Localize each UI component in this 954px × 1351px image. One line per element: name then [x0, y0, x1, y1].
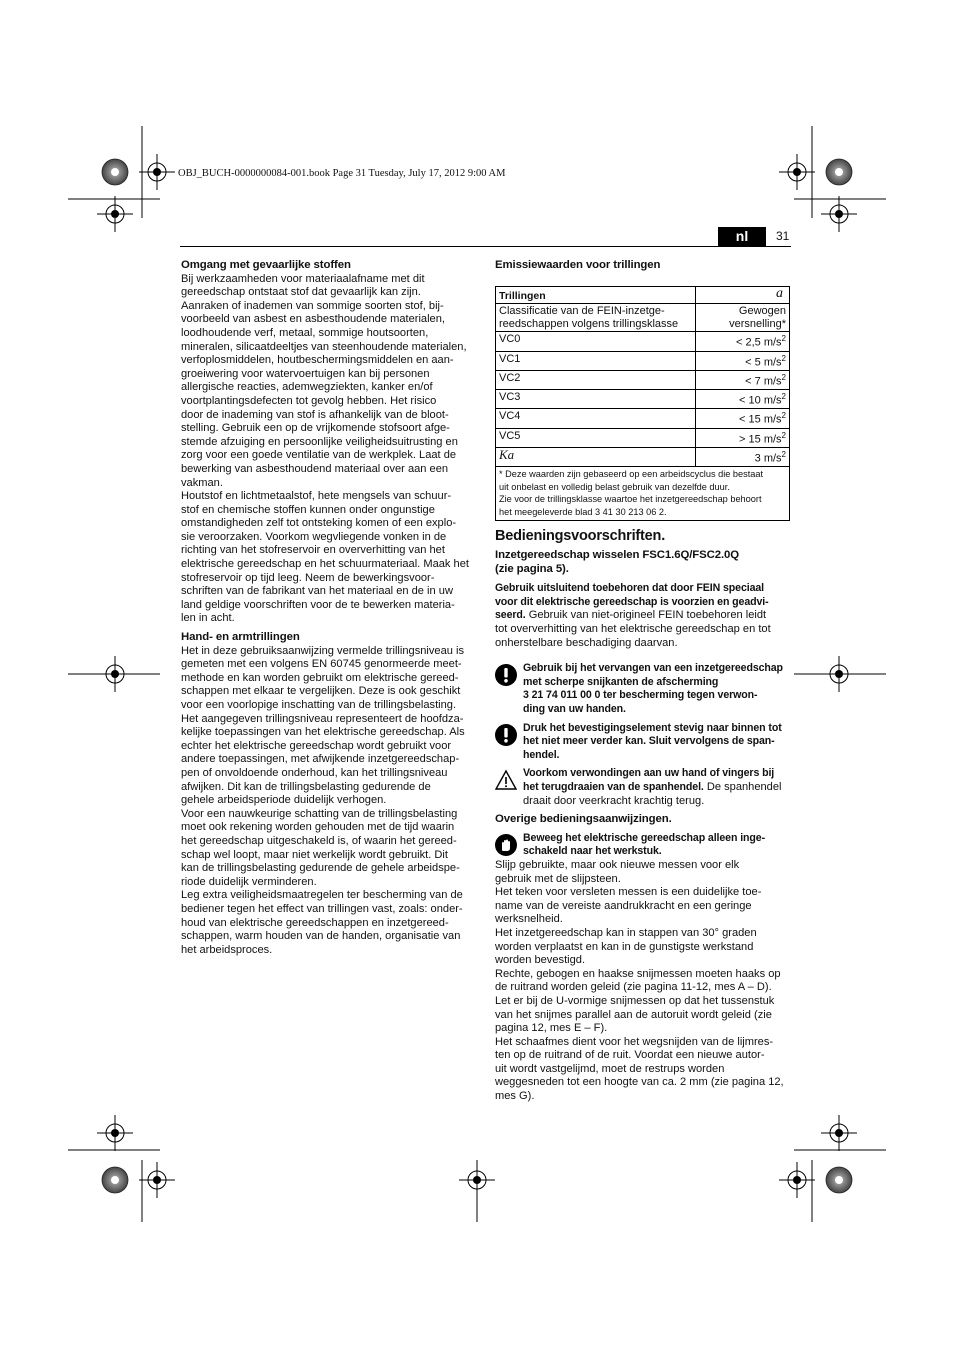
- text-line: mes G).: [495, 1090, 535, 1103]
- table-cell: [696, 447, 790, 466]
- cell-text: reedschappen volgens trillingsklasse: [499, 317, 679, 330]
- text-line: ten op de ruitrand of de ruit. Voordat een nieuwe autor-: [495, 1049, 765, 1062]
- text-line: Let er bij de U-vormige snijmessen op dat het tussenstuk: [495, 994, 775, 1007]
- text-line: Leg extra veiligheidsmaatregelen ter bescherming van de: [181, 889, 463, 902]
- operating-text: [495, 859, 792, 1104]
- table-note: [496, 467, 790, 520]
- text-line: Gebruik bij het vervangen van een inzetgereedschap: [523, 662, 783, 675]
- text-line: sie veroorzaken. Voorkom wegvliegende vonken in de: [181, 530, 447, 543]
- vibration-table: [495, 286, 790, 521]
- text-line: land geldige voorschriften voor de te bewerken materia-: [181, 598, 455, 611]
- text-line: Het aangegeven trillingsniveau representeert de hoofdza-: [181, 712, 464, 725]
- table-row: [496, 390, 790, 409]
- table-header-vibration: Trillingen: [496, 286, 696, 304]
- text-line: schriften van de fabrikant van het materiaal en de in uw: [181, 585, 453, 598]
- text-line: loodhoudende verf, metaal, sommige houtsoorten,: [181, 326, 429, 339]
- text-line: Het in deze gebruiksaanwijzing vermelde trillingsniveau is: [181, 644, 465, 657]
- cell-exp: 2: [781, 353, 786, 363]
- text-line: gereedschap ontstaat stof dat gevaarlijk kan zijn.: [181, 286, 421, 299]
- text-line: bewerking van asbesthoudend materiaal over aan een: [181, 462, 449, 475]
- text-line: omstandigheden zelf tot ontsteking komen of een explo-: [181, 517, 457, 530]
- text-line: kelijke toepassingen van het elektrische gereedschap. Als: [181, 726, 465, 739]
- text-line: stelling. Gebruik een op de vrijkomende stofsoort afge-: [181, 422, 450, 435]
- text-line: worden bevestigd.: [495, 954, 586, 967]
- table-note-row: [496, 467, 790, 520]
- note-line: uit onbelast en volledig belast gebruik van dezelfde duur.: [499, 481, 730, 492]
- table-row: [496, 409, 790, 428]
- left-column: [181, 259, 481, 957]
- text-line: Het teken voor versleten messen is een duidelijke toe-: [495, 886, 762, 899]
- table-row: [496, 332, 790, 351]
- cell-text: versnelling*: [729, 317, 786, 330]
- cell-exp: 2: [781, 411, 786, 421]
- text-line: echter het elektrische gereedschap wordt gebruikt voor: [181, 739, 452, 752]
- section-title-emission: Emissiewaarden voor trillingen: [495, 259, 661, 271]
- text-line: pen of onvoldoende onderhoud, kan het trillingsniveau: [181, 766, 448, 779]
- table-cell: [696, 409, 790, 428]
- table-row: [496, 428, 790, 447]
- exclamation-icon: [495, 724, 517, 746]
- text-line: gehele arbeidsperiode duidelijk verhogen.: [181, 794, 387, 807]
- table-cell: VC2: [496, 370, 696, 389]
- bold-span: seerd.: [495, 609, 526, 622]
- text-line: Gebruik uitsluitend toebehoren dat door FEIN speciaal: [495, 582, 764, 595]
- text-line: moet ook rekening worden gehouden met de tijd waarin: [181, 821, 455, 834]
- text-line: elektrische gereedschap en het schuurmateriaal. Maak het: [181, 558, 469, 571]
- text-line: 3 21 74 011 00 0 ter bescherming tegen verwon-: [523, 689, 758, 702]
- hand-icon: [495, 834, 517, 856]
- text-line: draait door veerkracht krachtig terug.: [523, 794, 705, 807]
- text-span: Gebruik van niet-origineel FEIN toebehoren leidt: [525, 609, 767, 622]
- text-line: het arbeidsproces.: [181, 943, 273, 956]
- fein-accessory-text: [495, 582, 792, 650]
- table-header-a: a: [696, 286, 790, 304]
- cell-text: 3 m/s: [754, 452, 782, 465]
- text-line: worden verplaatst en kan in de gunstigste werkstand: [495, 940, 754, 953]
- table-cell: VC4: [496, 409, 696, 428]
- bold-span: het terugdraaien van de spanhendel.: [523, 781, 704, 793]
- text-line: stof en chemische stoffen kunnen onder ongunstige: [181, 503, 435, 516]
- text-line: kan de trillingsbelasting gedurende de gehele arbeidspe-: [181, 862, 460, 875]
- text-line: gemeten met een volgens EN 60745 genormeerde meet-: [181, 658, 462, 671]
- text-line: Bij werkzaamheden voor materiaalafname met dit: [181, 272, 425, 285]
- text-line: voor een voorlopige inschatting van de trillingsbelasting.: [181, 699, 457, 711]
- text-line: werksnelheid.: [495, 913, 563, 926]
- text-line: Druk het bevestigingselement stevig naar binnen tot: [523, 721, 782, 734]
- text-line: uit wordt vastgelijmd, moet de restrups worden: [495, 1062, 725, 1075]
- text-line: mineralen, silicaatdeeltjes van steenhoudende materialen,: [181, 340, 467, 353]
- text-line: vakman.: [181, 476, 223, 489]
- exclamation-icon: [495, 664, 517, 686]
- warning-block-press: [495, 722, 792, 763]
- table-cell: [496, 304, 696, 332]
- text-line: door de inademing van stof is afhankelijk van de bloot-: [181, 408, 449, 421]
- text-line: voor dit elektrische gereedschap is voorzien en geadvi-: [495, 595, 769, 608]
- section-title-other: Overige bedieningsaanwijzingen.: [495, 813, 672, 826]
- text-line: afwijken. Dit kan de trillingsbelasting gedurende de: [181, 780, 431, 793]
- text-line: [495, 609, 792, 623]
- text-line: Slijp gebruikte, maar ook nieuwe messen voor elk: [495, 858, 740, 871]
- text-line: riode duidelijk verminderen.: [181, 875, 317, 888]
- table-cell: Ka: [496, 447, 696, 466]
- section-title-hazardous: Omgang met gevaarlijke stoffen: [181, 259, 351, 271]
- table-cell: [696, 428, 790, 447]
- text-line: Aanraken of inademen van sommige soorten stof, bij-: [181, 299, 444, 312]
- note-line: het meegeleverde blad 3 41 30 213 06 2.: [499, 506, 667, 517]
- text-line: allergische reacties, ademwegziekten, kanker en/of: [181, 381, 433, 394]
- warning-triangle-icon: [495, 769, 517, 791]
- text-line: ding van uw handen.: [523, 703, 626, 716]
- cell-text: Gewogen: [738, 305, 786, 318]
- text-line: Houtstof en lichtmetaalstof, hete mengsels van schuur-: [181, 490, 452, 503]
- cell-text: < 7 m/s: [745, 375, 782, 388]
- table-cell: [696, 370, 790, 389]
- right-column: [495, 259, 792, 1104]
- text-line: Voor een nauwkeurige schatting van de trillingsbelasting: [181, 807, 458, 820]
- text-line: groeiwering voor watervoertuigen kan bij personen: [181, 367, 430, 380]
- cell-exp: 2: [781, 449, 786, 459]
- text-line: andere toepassingen, met afwijkende inzetgereedschap-: [181, 753, 460, 766]
- text-line: verfoplosmiddelen, houtbeschermingsmiddelen en aan-: [181, 354, 454, 367]
- text-line: Rechte, gebogen en haakse snijmessen moeten haaks op: [495, 967, 781, 980]
- table-cell: VC5: [496, 428, 696, 447]
- page-number: 31: [776, 229, 790, 243]
- warning-block-guard: [495, 662, 792, 716]
- section-title-vibration: Hand- en armtrillingen: [181, 631, 300, 644]
- text-line: richting van het stofreservoir en oververhitting van het: [181, 544, 445, 557]
- header-rule: [180, 246, 791, 247]
- table-row: [496, 447, 790, 466]
- note-line: Zie voor de trillingsklasse waartoe het inzetgereedschap behoort: [499, 494, 762, 505]
- text-line: de ruitrand worden geleid (zie pagina 11-12, mes A – D).: [495, 981, 772, 994]
- text-line: methode en kan worden gebruikt om elektrische gereed-: [181, 671, 459, 684]
- text-line: Voorkom verwondingen aan uw hand of vingers bij: [523, 767, 775, 780]
- text-line: pagina 12, mes E – F).: [495, 1022, 608, 1035]
- text-line: stemde afzuiging en persoonlijke veiligheidsuitrusting en: [181, 435, 458, 448]
- hazardous-text: [181, 273, 481, 626]
- cell-text: < 10 m/s: [739, 394, 782, 407]
- section-title-operating: Bedieningsvoorschriften.: [495, 527, 666, 544]
- table-row: [496, 370, 790, 389]
- vibration-text: [181, 645, 481, 958]
- table-row: [496, 351, 790, 370]
- subsection-title-change-line1: Inzetgereedschap wisselen FSC1.6Q/FSC2.0Q: [495, 549, 740, 562]
- book-file-line: OBJ_BUCH-0000000084-001.book Page 31 Tuesday, July 17, 2012 9:00 AM: [178, 168, 506, 179]
- text-span: De spanhendel: [703, 781, 782, 793]
- text-line: schakeld naar het werkstuk.: [523, 845, 662, 858]
- text-line: het niet meer verder kan. Sluit vervolgens de span-: [523, 735, 775, 748]
- text-line: hendel.: [523, 748, 560, 761]
- text-line: zorg voor een goede ventilatie van de werkplek. Laat de: [181, 449, 457, 462]
- cell-exp: 2: [781, 334, 786, 344]
- text-line: het gereedschap uitgeschakeld is, of waarin het gereed-: [181, 834, 457, 847]
- cell-text: < 15 m/s: [739, 414, 782, 427]
- text-line: met scherpe snijkanten de afscherming: [523, 675, 719, 688]
- table-row: [496, 304, 790, 332]
- text-line: schappen met elkaar te vergelijken. Deze is ook geschikt: [181, 685, 461, 698]
- table-cell: [696, 351, 790, 370]
- text-line: Het schaafmes dient voor het wegsnijden van de lijmres-: [495, 1035, 774, 1048]
- text-line: weggesneden tot een hoogte van ca. 2 mm (zie pagina 12,: [495, 1076, 784, 1089]
- text-line: Het inzetgereedschap kan in stappen van 30° graden: [495, 926, 757, 939]
- text-line: gebruik met de slijpsteen.: [495, 872, 621, 885]
- subsection-title-change-line2: (zie pagina 5).: [495, 562, 569, 575]
- text-line: houd van elektrische gereedschappen en inzetgereed-: [181, 916, 449, 929]
- text-line: van het snijmes parallel aan de autoruit wordt geleid (zie: [495, 1008, 772, 1021]
- text-line: Beweeg het elektrische gereedschap alleen inge-: [523, 831, 765, 844]
- note-line: * Deze waarden zijn gebaseerd op een arbeidscyclus die bestaat: [499, 469, 764, 480]
- text-line: schap wel loopt, maar niet werkelijk wordt gebruikt. Dit: [181, 848, 448, 861]
- text-line: name van de vereiste aandrukkracht en een geringe: [495, 899, 752, 912]
- text-line: voorbeeld van asbest en asbesthoudende materialen,: [181, 313, 445, 326]
- text-line: voortplantingsdefecten tot gevolg hebben. Het risico: [181, 394, 437, 407]
- text-line: tot oververhitting van het elektrische gereedschap en tot: [495, 623, 771, 636]
- language-badge: nl: [718, 227, 766, 246]
- cell-text: < 2,5 m/s: [736, 337, 782, 350]
- cell-exp: 2: [781, 430, 786, 440]
- text-line: stofreservoir op tijd leeg. Neem de bewerkingsvoor-: [181, 571, 435, 584]
- table-cell: [696, 304, 790, 332]
- cell-text: > 15 m/s: [739, 433, 782, 446]
- table-cell: VC3: [496, 390, 696, 409]
- cell-exp: 2: [781, 372, 786, 382]
- text-line: bediener tegen het effect van trillingen vast, zoals: onder-: [181, 902, 463, 915]
- warning-block-lever: [495, 767, 792, 808]
- table-cell: [696, 332, 790, 351]
- text-line: [523, 781, 792, 795]
- hand-instruction-block: [495, 832, 792, 859]
- cell-text: Classificatie van de FEIN-inzetge-: [499, 305, 665, 318]
- text-line: onherstelbare beschadiging daarvan.: [495, 636, 678, 649]
- table-cell: VC0: [496, 332, 696, 351]
- text-line: len in acht.: [181, 612, 235, 625]
- cell-text: < 5 m/s: [745, 356, 782, 369]
- cell-exp: 2: [781, 392, 786, 402]
- table-cell: VC1: [496, 351, 696, 370]
- text-line: schappen, warm houden van de handen, organisatie van: [181, 930, 461, 943]
- table-header-row: [496, 286, 790, 304]
- table-cell: [696, 390, 790, 409]
